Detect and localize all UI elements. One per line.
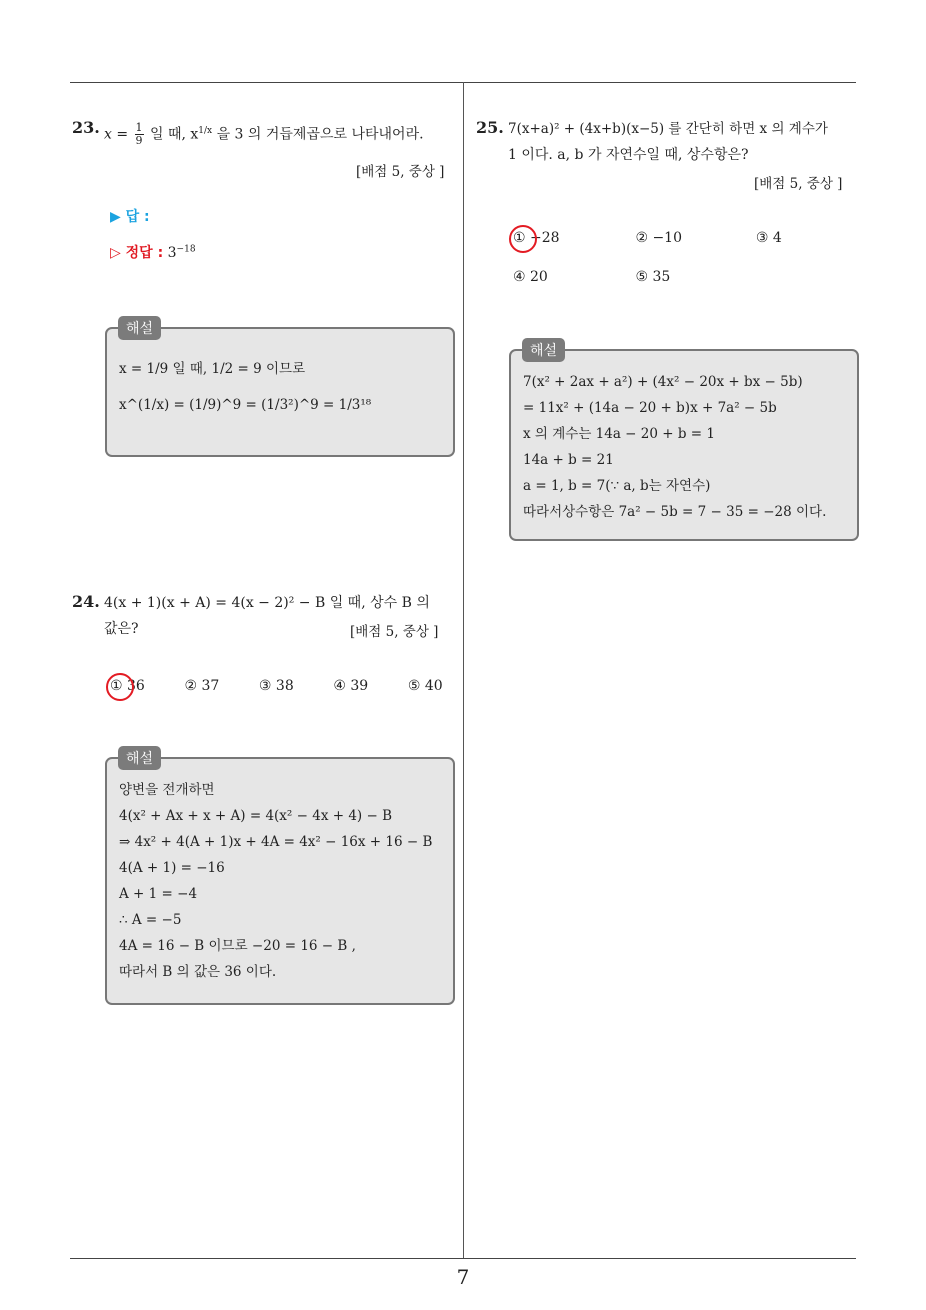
q23-correct	[110, 242, 196, 262]
answer-mark-circle	[106, 673, 134, 701]
bottom-rule	[70, 1258, 856, 1259]
explain-line: x^(1/x) = (1/9)^9 = (1/3²)^9 = 1/3¹⁸	[119, 397, 372, 413]
explain-line: 4(A + 1) = −16	[119, 860, 225, 876]
q23-correct-value: 3	[167, 245, 177, 261]
q24-meta: [배점 5, 중상 ]	[350, 624, 439, 640]
explain-line: 14a + b = 21	[523, 452, 614, 468]
q24-text-line2: 값은?	[104, 621, 139, 637]
q23-meta: [배점 5, 중상 ]	[356, 164, 445, 180]
explain-line: x = 1/9 일 때, 1/2 = 9 이므로	[119, 361, 306, 377]
explain-line: 4(x² + Ax + x + A) = 4(x² − 4x + 4) − B	[119, 808, 392, 824]
q25-text	[508, 116, 860, 168]
explain-line: = 11x² + (14a − 20 + b)x + 7a² − 5b	[523, 400, 777, 416]
q23-text-pre: x =	[104, 126, 133, 143]
q23-text	[104, 118, 460, 148]
q24-choice-1[interactable]: ① 36	[110, 678, 180, 694]
explain-line: ∴ A = −5	[119, 912, 182, 928]
column-divider	[463, 82, 464, 1258]
q23-correct-exp: −18	[176, 244, 196, 255]
q24-choice-2[interactable]: ② 37	[184, 678, 220, 694]
explain-line: a = 1, b = 7(∵ a, b는 자연수)	[523, 478, 711, 494]
page-number: 7	[456, 1265, 470, 1289]
q25-explanation-tag: 해설	[522, 338, 565, 362]
explain-line: A + 1 = −4	[119, 886, 198, 902]
q25-choices-row2	[513, 269, 695, 285]
explain-line: 따라서 B 의 값은 36 이다.	[119, 964, 277, 980]
q25-choices-row1	[513, 230, 816, 246]
q25-choice-4[interactable]: ④ 20	[513, 269, 548, 285]
q24-number: 24.	[72, 592, 100, 611]
q25-number: 25.	[476, 118, 504, 137]
q23-exp: 1/x	[198, 126, 213, 136]
explain-line: x 의 계수는 14a − 20 + b = 1	[523, 426, 715, 442]
q25-text-line2: 1 이다. a, b 가 자연수일 때, 상수항은?	[508, 147, 749, 163]
answer-mark-circle	[509, 225, 537, 253]
q24-choices	[110, 678, 458, 694]
q25-choice-1[interactable]: ① −28	[513, 230, 631, 246]
q25-meta: [배점 5, 중상 ]	[754, 176, 843, 192]
q23-correct-label: ▷ 정답 :	[110, 245, 164, 261]
q25-choice-2[interactable]: ② −10	[635, 230, 682, 246]
explain-line: 양변을 전개하면	[119, 782, 215, 798]
q24-choice-4[interactable]: ④ 39	[333, 678, 369, 694]
q23-text-mid: 일 때, x	[145, 126, 199, 143]
q25-text-line1: 7(x+a)² + (4x+b)(x−5) 를 간단히 하면 x 의 계수가	[508, 121, 828, 137]
q25-explanation-box	[509, 349, 859, 541]
explain-line: ⇒ 4x² + 4(A + 1)x + 4A = 4x² − 16x + 16 − B	[119, 834, 433, 850]
q23-text-post: 을 3 의 거듭제곱으로 나타내어라.	[212, 126, 424, 143]
q24-explanation-lines	[119, 777, 445, 985]
q24-choice-3[interactable]: ③ 38	[258, 678, 294, 694]
q23-explanation-tag: 해설	[118, 316, 161, 340]
q24-text-line1: 4(x + 1)(x + A) = 4(x − 2)² − B 일 때, 상수 B 의	[104, 595, 430, 611]
q25-choice-5[interactable]: ⑤ 35	[635, 269, 671, 285]
q25-explanation-lines	[523, 369, 849, 525]
explain-line: 따라서상수항은 7a² − 5b = 7 − 35 = −28 이다.	[523, 504, 827, 520]
explain-line: 7(x² + 2ax + a²) + (4x² − 20x + bx − 5b)	[523, 374, 803, 390]
q23-explanation-box	[105, 327, 455, 457]
q24-explanation-box	[105, 757, 455, 1005]
q23-answer-label: ▶ 답 :	[110, 209, 150, 225]
q24-explanation-tag: 해설	[118, 746, 161, 770]
q23-frac: $\frac{1}{9}$	[135, 121, 143, 148]
explain-line: 4A = 16 − B 이므로 −20 = 16 − B ,	[119, 938, 356, 954]
q23-explanation-lines	[119, 351, 445, 423]
q25-choice-3[interactable]: ③ 4	[755, 230, 782, 246]
q24-choice-5[interactable]: ⑤ 40	[407, 678, 443, 694]
q23-number: 23.	[72, 118, 100, 137]
